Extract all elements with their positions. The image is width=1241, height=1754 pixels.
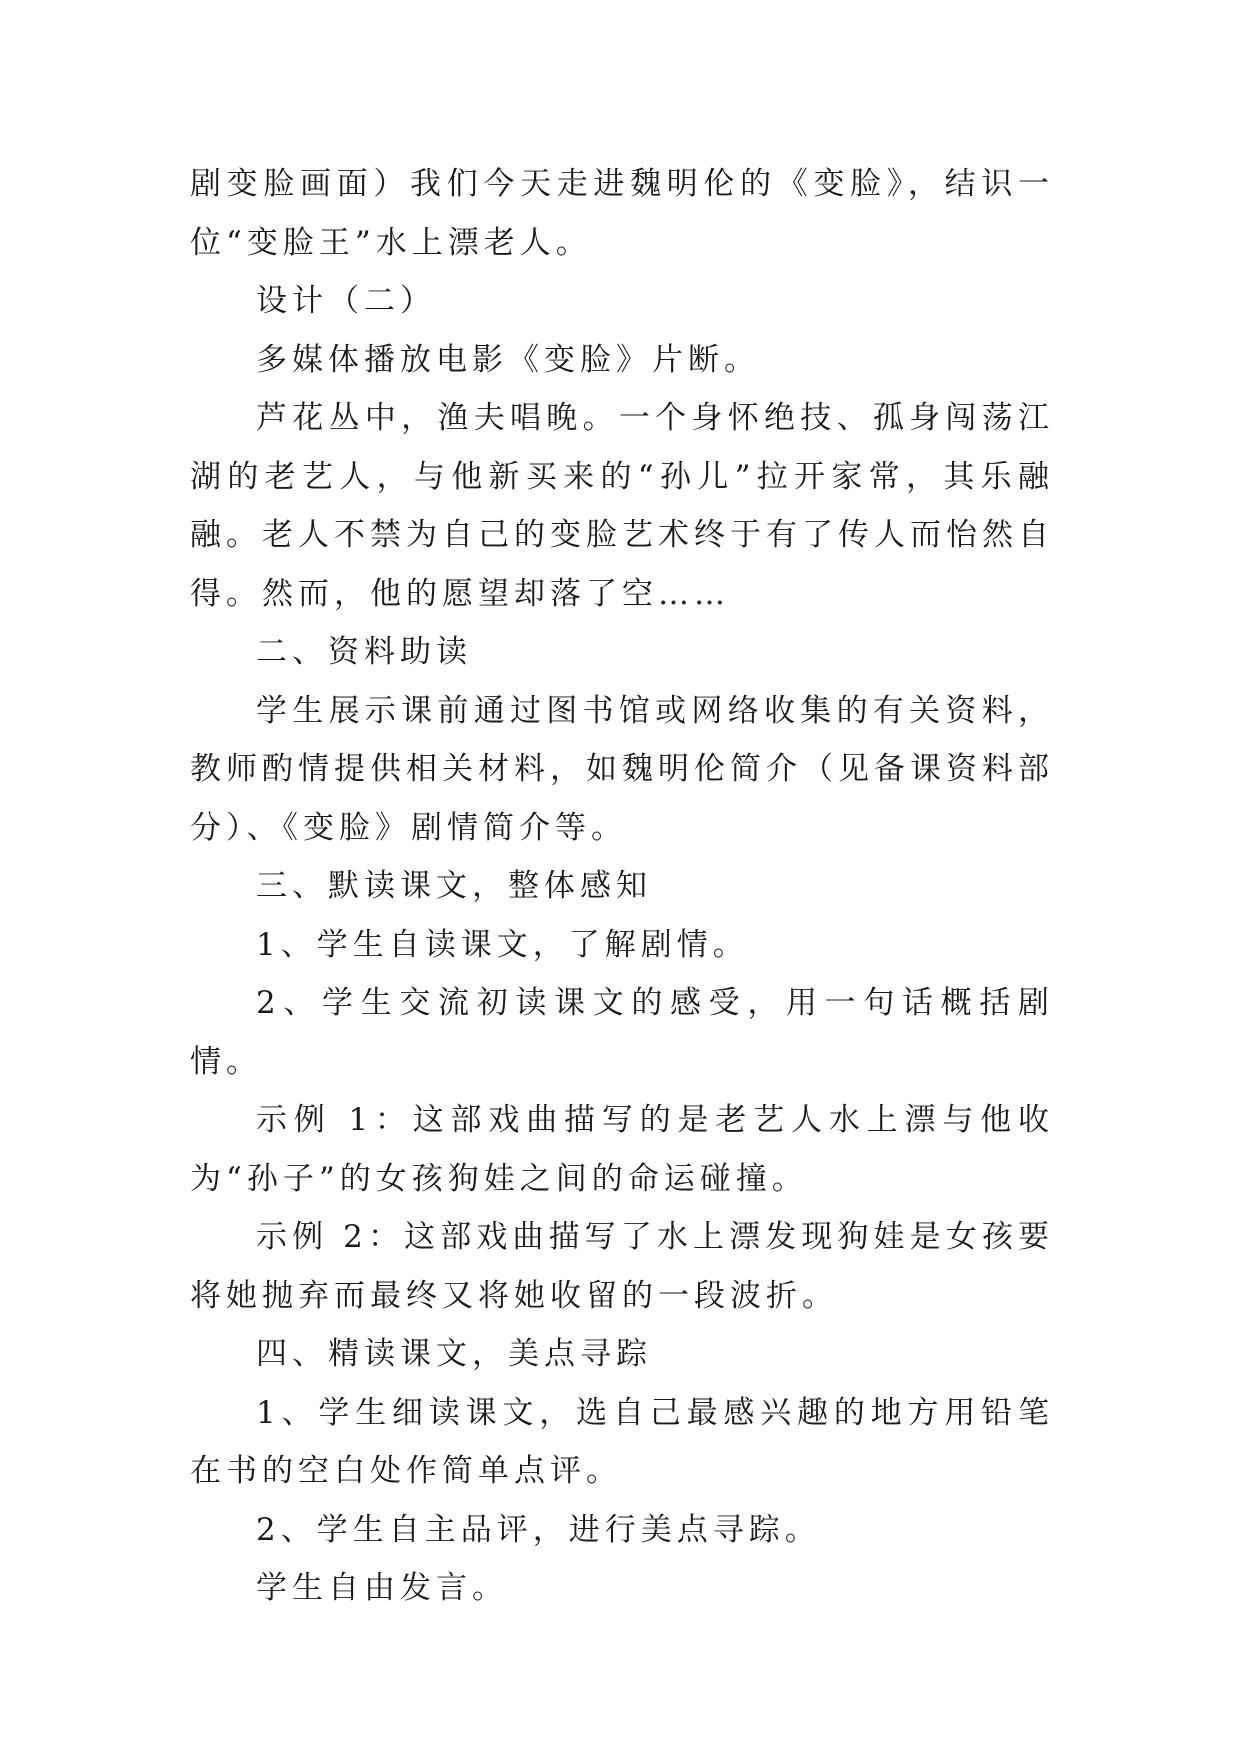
paragraph-film-summary: 芦花丛中，渔夫唱晚。一个身怀绝技、孤身闯荡江湖的老艺人，与他新买来的“孙儿”拉开家常，其乐融融。老人不禁为自己的变脸艺术终于有了传人而怡然自得。然而，他的愿望却落了空…… bbox=[190, 400, 1054, 612]
paragraph-free-speech: 学生自由发言。 bbox=[256, 1570, 508, 1606]
heading-reference-reading: 二、资料助读 bbox=[256, 634, 472, 670]
paragraph-intro-continued: 剧变脸画面）我们今天走进魏明伦的《变脸》，结识一位“变脸王”水上漂老人。 bbox=[190, 166, 1054, 261]
list-item-self-reading: 1、学生自读课文，了解剧情。 bbox=[256, 926, 749, 963]
list-item-self-evaluate: 2、学生自主品评，进行美点寻踪。 bbox=[256, 1511, 821, 1548]
list-item-share-impressions: 2、学生交流初读课文的感受，用一句话概括剧情。 bbox=[190, 985, 1054, 1080]
paragraph-multimedia: 多媒体播放电影《变脸》片断。 bbox=[256, 341, 760, 378]
list-item-annotate: 1、学生细读课文，选自己最感兴趣的地方用铅笔在书的空白处作简单点评。 bbox=[190, 1394, 1054, 1489]
paragraph-example-one: 示例 1：这部戏曲描写的是老艺人水上漂与他收为“孙子”的女孩狗娃之间的命运碰撞。 bbox=[190, 1102, 1054, 1197]
heading-close-reading: 四、精读课文，美点寻踪 bbox=[256, 1336, 652, 1372]
heading-design-two: 设计（二） bbox=[256, 283, 436, 319]
paragraph-reference-materials: 学生展示课前通过图书馆或网络收集的有关资料，教师酌情提供相关材料，如魏明伦简介（见备课资料部分）、《变脸》剧情简介等。 bbox=[190, 692, 1054, 846]
paragraph-example-two: 示例 2：这部戏曲描写了水上漂发现狗娃是女孩要将她抛弃而最终又将她收留的一段波折。 bbox=[190, 1219, 1054, 1314]
heading-silent-reading: 三、默读课文，整体感知 bbox=[256, 868, 652, 904]
document-body bbox=[190, 155, 1054, 1618]
